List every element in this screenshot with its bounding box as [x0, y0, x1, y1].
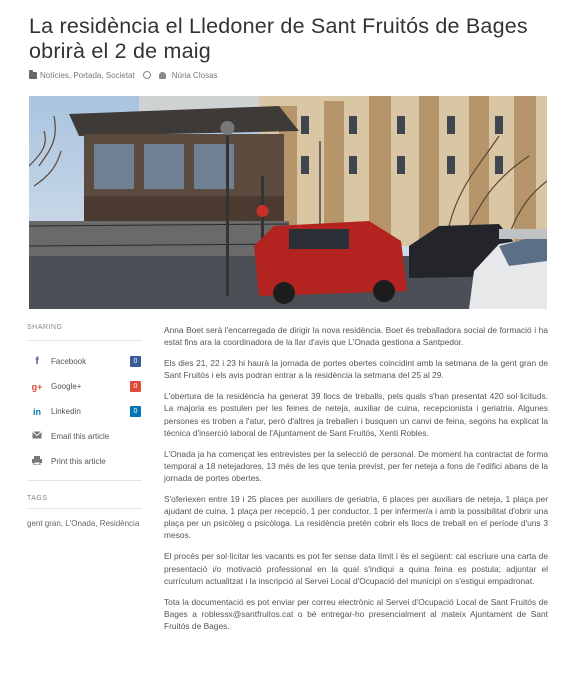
article-meta — [29, 69, 218, 81]
clock-icon — [143, 71, 151, 79]
article-author[interactable]: Núria Closas — [171, 70, 218, 80]
sharing-heading: SHARING — [27, 324, 63, 331]
paragraph: Anna Boet serà l'encarregada de dirigir la nova residència. Boet és treballadora social de formació i ha estat fins ara la coordinadora de la llar d'avis que L'Onada gestiona a Santpedor. — [164, 325, 548, 348]
share-count: 0 — [130, 356, 141, 367]
share-count: 0 — [130, 406, 141, 417]
print-icon — [30, 456, 44, 468]
paragraph: Tota la documentació es pot enviar per correu electrònic al Servei d'Ocupació Local de Sant Fruitós de Bages a roblessx@santfruitos.cat o bé entregar-ho presencialment al mateix Ajuntament de Sant Fruitós de Bages. — [164, 596, 548, 631]
paragraph: El procés per sol·licitar les vacants es pot fer sense data límit i és el següent: cal escriure una carta de presentació i/o motivació professional en la qual s'indiqui a quina feina es postula; adjuntar el currículum actualitzat i la inscripció al Servei Local d'Ocupació del municipi on s'estigui empadronat. — [164, 551, 548, 586]
folder-icon — [29, 72, 37, 79]
google-plus-icon: g+ — [31, 381, 43, 392]
share-label: Print this article — [51, 457, 106, 466]
user-icon — [159, 72, 166, 79]
article-body — [164, 324, 548, 641]
paragraph: Els dies 21, 22 i 23 hi haurà la jornada de portes obertes coincidint amb la setmana de la gent gran de Sant Fruitós i els avis podran entrar a la residència la setmana del 25 al 29. — [164, 358, 548, 381]
facebook-icon: f — [35, 356, 39, 367]
article-title: La residència el Lledoner de Sant Fruitós de Bages obrirà el 2 de maig — [29, 14, 528, 63]
tags-heading: TAGS — [27, 495, 48, 502]
share-linkedin[interactable] — [27, 399, 142, 424]
share-email[interactable] — [27, 424, 142, 449]
share-label: Linkedin — [51, 407, 81, 416]
share-label: Google+ — [51, 382, 82, 391]
sidebar — [27, 324, 142, 528]
share-facebook[interactable] — [27, 349, 142, 374]
article-photo — [29, 96, 547, 309]
share-google-plus[interactable] — [27, 374, 142, 399]
tag-list[interactable]: gent gran, L'Onada, Residència — [27, 519, 140, 528]
paragraph: L'obertura de la residència ha generat 39 llocs de treballs, pels quals s'han presentat 420 sol·licituds. La majoria es postulen per les feines de neteja, auxiliar de cuina, recepcionista i geriatria. Algunes persones es troben a l'atur, però d'altres ja treballen i busquen un canvi de feina, segons ha explicat la tècnica d'inserció laboral de l'Ajuntament de Sant Fruitós, Xenti Robles. — [164, 391, 548, 438]
paragraph: L'Onada ja ha començat les entrevistes per la selecció de personal. De moment ha contractat de forma temporal a 18 netejadores, 13 més de les que tenia previst, per fer neteja a fons de l'edifici abans de la jornada de portes obertes. — [164, 448, 548, 483]
linkedin-icon: in — [33, 406, 41, 417]
share-count: 0 — [130, 381, 141, 392]
email-icon — [30, 431, 44, 442]
share-label: Facebook — [51, 357, 87, 366]
share-print[interactable] — [27, 449, 142, 474]
article-categories[interactable]: Notícies, Portada, Societat — [40, 70, 135, 80]
share-label: Email this article — [51, 432, 110, 441]
paragraph: S'oferiexen entre 19 i 25 places per auxiliars de geriatria, 6 places per auxiliars de neteja, 1 plaça per ajudant de cuina, 1 plaça per recepció, 1 per conductor, 1 per infermer/a i amb la possibilitat d'obrir una plaça per un psicòleg o psicòloga. La residència pretén cobrir els llocs de treball en el període d'uns 3 mesos. — [164, 494, 548, 541]
